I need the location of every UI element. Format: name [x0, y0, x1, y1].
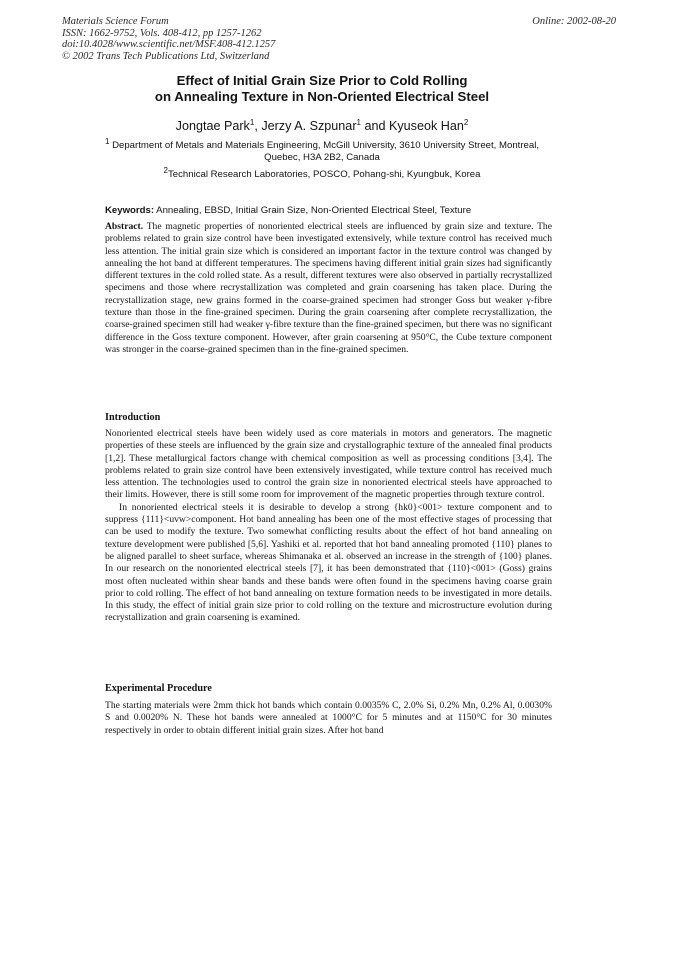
- experimental-heading: Experimental Procedure: [105, 683, 212, 694]
- title-line-1: Effect of Initial Grain Size Prior to Cold Rolling: [176, 73, 468, 88]
- journal-name: Materials Science Forum: [62, 16, 169, 27]
- author-1: Jongtae Park: [175, 119, 250, 133]
- author-separator-2: and: [360, 119, 389, 133]
- copyright-line: © 2002 Trans Tech Publications Ltd, Switzerland: [62, 50, 270, 62]
- affiliation-1: [100, 136, 544, 164]
- keywords-text: Annealing, EBSD, Initial Grain Size, Non-Oriented Electrical Steel, Texture: [154, 205, 472, 216]
- author-2-affiliation-mark: 1: [356, 117, 361, 127]
- author-2: Jerzy A. Szpunar: [261, 119, 357, 133]
- affiliation-2: [100, 165, 544, 181]
- abstract: [105, 221, 552, 356]
- abstract-label: Abstract.: [105, 221, 144, 232]
- title-line-2: on Annealing Texture in Non-Oriented Electrical Steel: [154, 89, 490, 104]
- introduction-body: [105, 428, 552, 625]
- author-list: [62, 119, 582, 133]
- experimental-body: [105, 700, 552, 737]
- affiliation-1-mark: 1: [104, 136, 110, 146]
- doi-line: doi:10.4028/www.scientific.net/MSF.408-412.1257: [62, 39, 276, 50]
- affiliation-2-text: Technical Research Laboratories, POSCO, Pohang-shi, Kyungbuk, Korea: [167, 169, 481, 180]
- introduction-heading: Introduction: [105, 412, 161, 423]
- author-1-affiliation-mark: 1: [249, 117, 255, 127]
- author-3: Kyuseok Han: [388, 119, 464, 133]
- affiliation-2-mark: 2: [163, 165, 168, 175]
- author-3-affiliation-mark: 2: [463, 117, 469, 127]
- publication-header: [62, 16, 616, 62]
- paper-title: [62, 73, 582, 105]
- experimental-paragraph-1: The starting materials were 2mm thick hot bands which contain 0.0035% C, 2.0% Si, 0.2% Mn, 0.2% Al, 0.0030% S and 0.0020% N. These hot bands were annealed at 1000°C for 5 minutes and at 1150°C for 30 minutes respectively in order to obtain different initial grain sizes. After hot band: [105, 700, 552, 736]
- introduction-paragraph-1: Nonoriented electrical steels have been widely used as core materials in motors and generators. The magnetic properties of these steels are influenced by the grain size and crystallographic texture of the annealed final products [1,2]. These metallurgical factors change with chemical composition as well as processing conditions [3,4]. The problems related to grain size control have been extensively investigated, while texture control has received much less attention. The technologies used to control the grain size in nonoriented electrical steels have approached to their limits. However, there is still some room for improvement of the magnetic properties through texture control.: [105, 428, 552, 501]
- affiliation-1-text: Department of Metals and Materials Engineering, McGill University, 3610 University Street, Montreal, Quebec, H3A 2B2, Canada: [109, 140, 540, 163]
- author-separator-1: ,: [254, 119, 262, 133]
- issn-line: ISSN: 1662-9752, Vols. 408-412, pp 1257-1262: [62, 27, 262, 39]
- keywords-label: Keywords:: [105, 205, 155, 216]
- online-date: Online: 2002-08-20: [532, 16, 616, 27]
- keywords: [105, 205, 575, 216]
- abstract-text: The magnetic properties of nonoriented electrical steels are influenced by grain size and texture. The problems related to grain size control have been investigated extensively, while texture control has received much less attention. The initial grain size which is considered an important factor in the texture control was changed by annealing the hot band at different temperatures. The specimens having different initial grain sizes had significantly different textures in the cold rolled state. As a result, different textures were also observed in partially recrystallized specimens and those where recrystallization was completed and grain coarsening has taken place. During the recrystallization stage, new grains formed in the coarse-grained specimen had stronger Goss but weaker γ-fibre texture than those in the fine-grained specimen. During the grain coarsening after complete recrystallization, the coarse-grained specimen still had weaker γ-fibre texture than the fine-grained specimen, but there was no significant difference in the Goss texture component. However, after grain coarsening at 950°C, the Cube texture component was stronger in the coarse-grained specimen than in the fine-grained specimen.: [105, 221, 552, 355]
- introduction-paragraph-2: In nonoriented electrical steels it is desirable to develop a strong {hk0}<001> texture component and to suppress {111}<uvw>component. Hot band annealing has been one of the most effective stages of processing that can be used to modify the texture. Two somewhat conflicting results about the effect of hot band annealing on texture development were published [5,6]. Yashiki et al. reported that hot band annealing promoted {110} planes to be aligned parallel to sheet surface, whereas Shimanaka et al. observed an increase in the strength of {100} planes. In our research on the nonoriented electrical steels [7], it has been demonstrated that {110}<001> (Goss) grains most often nucleated within shear bands and these bands were often found in the specimens having coarse grain prior to cold rolling. The effect of hot band annealing on texture formation needs to be investigated in more details. In this study, the effect of initial grain size prior to cold rolling on the texture and microstructure evolution during recrystallization and grain coarsening is examined.: [105, 501, 552, 624]
